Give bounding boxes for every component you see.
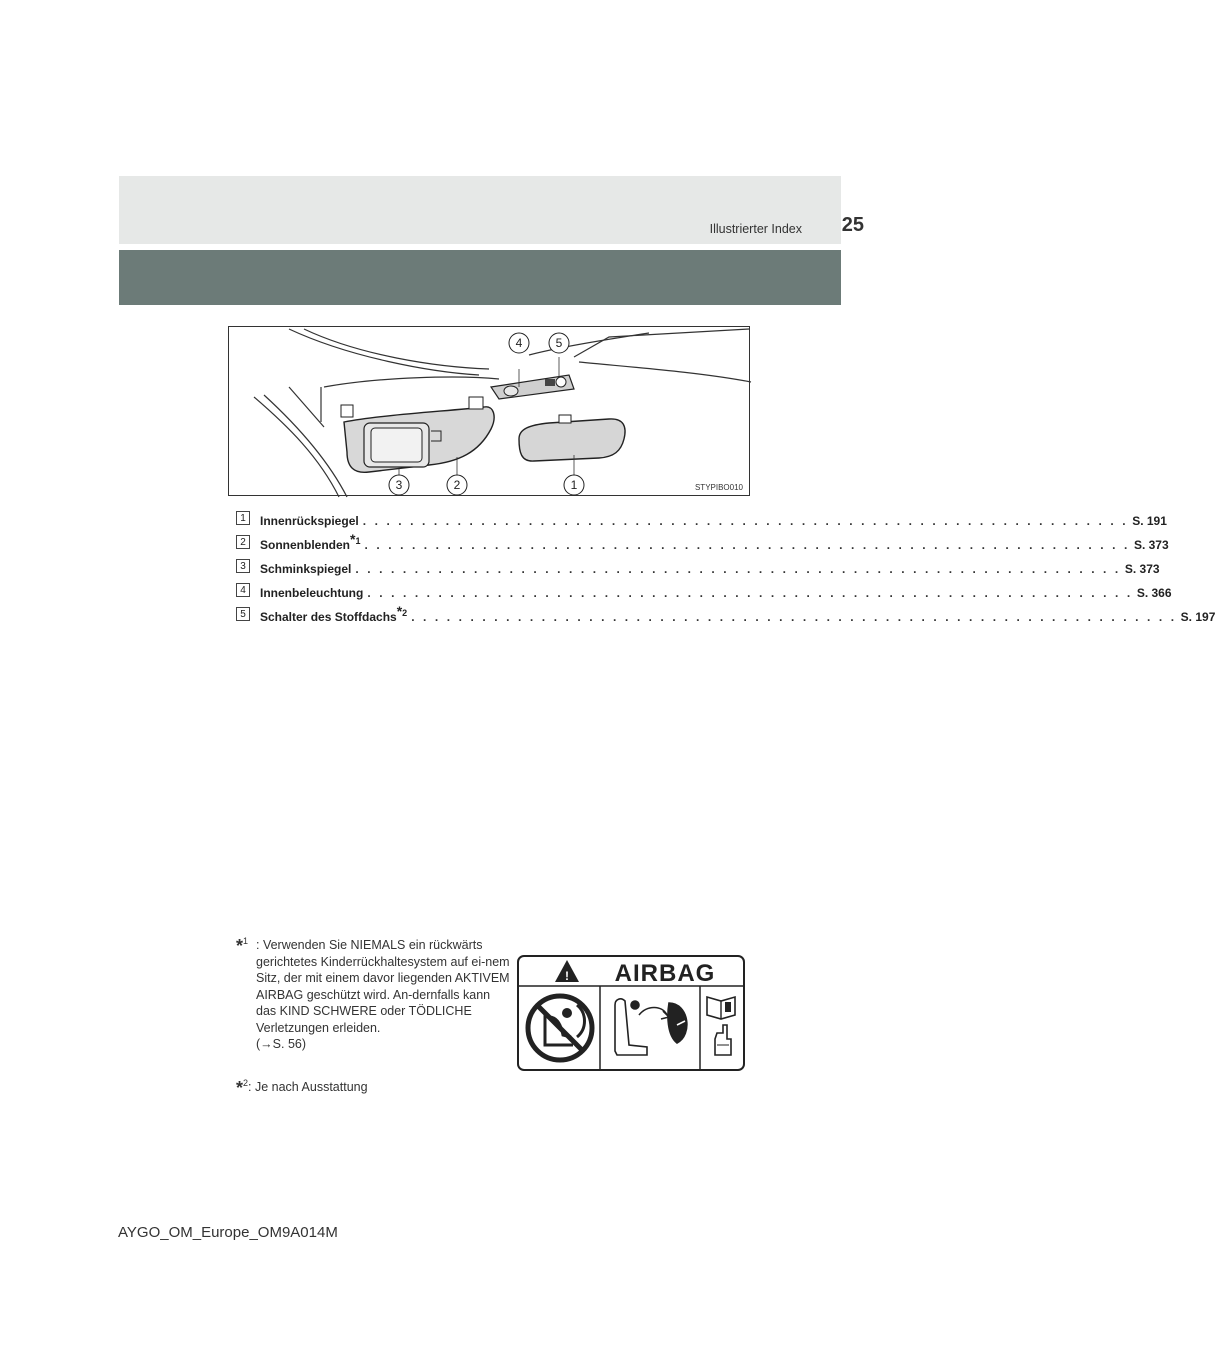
footnote-1-text: : Verwenden Sie NIEMALS ein rückwärts gerichtetes Kinderrückhaltesystem auf ei-nem Sitz, der mit einem davor liegenden AKTIVEM AIRBAG geschützt wird. An-dernfalls kann das KIND SCHWERE oder TÖDLICHE Verletzungen erleiden. (→S. 56) bbox=[256, 938, 510, 1051]
item-label: Sonnenblenden$^{*1}$ bbox=[260, 531, 361, 552]
sun-visor bbox=[341, 397, 494, 472]
item-label: Schalter des Stoffdachs$^{*2}$ bbox=[260, 603, 408, 624]
footnote-star: * bbox=[396, 603, 403, 619]
page-number: 25 bbox=[841, 214, 864, 236]
footnote-1-page-ref[interactable]: (→S. 56) bbox=[256, 1037, 307, 1051]
page-ref-link[interactable]: S. 366 bbox=[1136, 586, 1172, 600]
item-label: Schminkspiegel bbox=[260, 562, 352, 576]
index-item[interactable] bbox=[236, 531, 1169, 558]
footnote-2-number: 2 bbox=[243, 1078, 249, 1088]
leader-dots: . . . . . . . . . . . . . . . . . . . . . . . . . . . . . . . . . . . . . . . . . . . . . . . . . . . . . . . . . . . . . . . . . bbox=[367, 586, 1133, 600]
leader-dots: . . . . . . . . . . . . . . . . . . . . . . . . . . . . . . . . . . . . . . . . . . . . . . . . . . . . . . . . . . . . . . . . . bbox=[355, 562, 1121, 576]
interior-illustration bbox=[228, 326, 750, 496]
item-label: Innenbeleuchtung bbox=[260, 586, 364, 600]
page-ref-link[interactable]: S. 373 bbox=[1124, 562, 1160, 576]
document-id: AYGO_OM_Europe_OM9A014M bbox=[118, 1224, 338, 1241]
item-number: 5 bbox=[236, 607, 250, 621]
airbag-warning-label bbox=[517, 955, 745, 1071]
page-ref-link[interactable]: S. 191 bbox=[1132, 514, 1167, 528]
section-title: Illustrierter Index bbox=[709, 222, 802, 236]
item-label: Innenrückspiegel bbox=[260, 514, 359, 528]
footnote-star: * bbox=[350, 531, 356, 547]
footnote-number: 2 bbox=[402, 608, 408, 618]
footnote-1 bbox=[236, 933, 511, 1053]
leader-dots: . . . . . . . . . . . . . . . . . . . . . . . . . . . . . . . . . . . . . . . . . . . . . . . . . . . . . . . . . . . . . . . . . bbox=[362, 514, 1129, 528]
page-ref-link[interactable]: S. 373 bbox=[1133, 538, 1169, 552]
leader-dots: . . . . . . . . . . . . . . . . . . . . . . . . . . . . . . . . . . . . . . . . . . . . . . . . . . . . . . . . . . . . . . . . . bbox=[364, 538, 1130, 552]
page-ref-link[interactable]: S. 197 bbox=[1180, 610, 1215, 624]
callout-4-label: 4 bbox=[515, 336, 523, 350]
callout-2-label: 2 bbox=[453, 478, 461, 492]
no-child-seat-icon bbox=[528, 996, 592, 1060]
footnote-number: 1 bbox=[355, 536, 361, 546]
footnote-2 bbox=[236, 1078, 368, 1099]
leader-dots: . . . . . . . . . . . . . . . . . . . . . . . . . . . . . . . . . . . . . . . . . . . . . . . . . . . . . . . . . . . . . . . . . bbox=[411, 610, 1177, 624]
index-list bbox=[236, 510, 1215, 630]
item-number: 4 bbox=[236, 583, 250, 597]
index-item[interactable] bbox=[236, 558, 1160, 582]
callout-3-label: 3 bbox=[395, 478, 403, 492]
item-number: 3 bbox=[236, 559, 250, 573]
index-item[interactable] bbox=[236, 603, 1215, 630]
item-number: 1 bbox=[236, 511, 250, 525]
title-bar bbox=[119, 250, 841, 305]
headliner-drawing bbox=[229, 327, 751, 497]
footnote-2-star: * bbox=[236, 1078, 244, 1098]
illustration-code: STYPIBO010 bbox=[694, 483, 743, 492]
airbag-title: AIRBAG bbox=[614, 960, 716, 987]
callout-5-label: 5 bbox=[555, 336, 563, 350]
rearview-mirror bbox=[519, 415, 625, 461]
interior-light bbox=[491, 375, 574, 399]
item-number: 2 bbox=[236, 535, 250, 549]
callout-1-label: 1 bbox=[570, 478, 578, 492]
svg-text:!: ! bbox=[565, 969, 569, 983]
footnote-2-text: : Je nach Ausstattung bbox=[248, 1080, 368, 1094]
footnote-1-marker: *$^1$ bbox=[236, 936, 249, 956]
